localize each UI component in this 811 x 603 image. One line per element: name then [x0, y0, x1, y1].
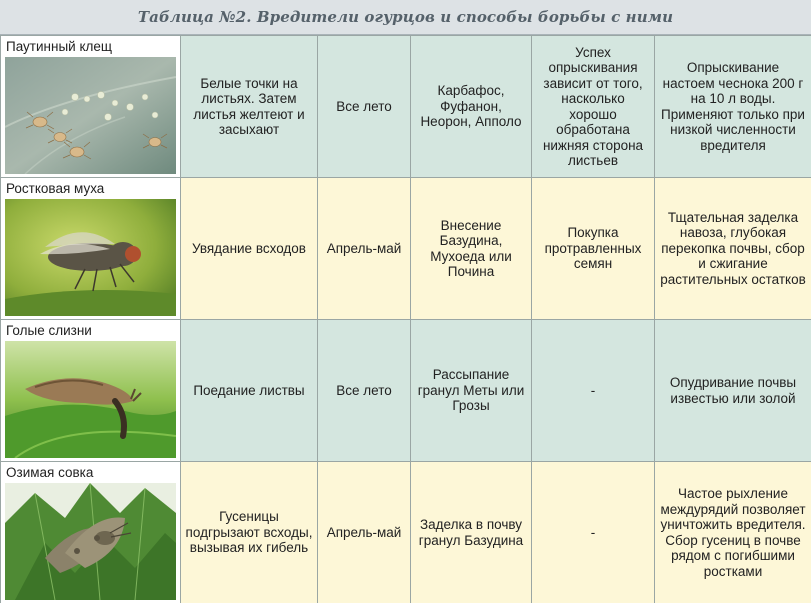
- table-row: [1, 178, 811, 320]
- pest-cell: [1, 178, 181, 320]
- pests-table: [0, 35, 811, 603]
- table-title-bar: [0, 0, 811, 35]
- damage-cell: Гусеницы подгрызают всходы, вызывая их гибель: [181, 462, 318, 603]
- table-row: [1, 320, 811, 462]
- chemicals-cell: Карбафос, Фуфанон, Неорон, Апполо: [411, 36, 532, 178]
- table-row: [1, 36, 811, 178]
- slug-photo: [5, 341, 176, 458]
- chemicals-cell: Заделка в почву гранул Базудина: [411, 462, 532, 603]
- pest-cell: [1, 462, 181, 603]
- prevention-cell: Успех опрыскивания зависит от того, насколько хорошо обработана нижняя сторона листьев: [532, 36, 655, 178]
- pest-cell: [1, 320, 181, 462]
- pest-name: Озимая совка: [6, 465, 94, 480]
- folk-remedy-cell: Опрыскивание настоем чеснока 200 г на 10 л воды. Применяют только при низкой численности вредителя: [655, 36, 811, 178]
- table-row: [1, 462, 811, 603]
- folk-remedy-cell: Тщательная заделка навоза, глубокая перекопка почвы, сбор и сжигание растительных остатков: [655, 178, 811, 320]
- pest-name: Паутинный клещ: [6, 39, 112, 54]
- prevention-cell: -: [532, 462, 655, 603]
- seedcorn-fly-photo: [5, 199, 176, 316]
- prevention-cell: -: [532, 320, 655, 462]
- period-cell: Все лето: [318, 36, 411, 178]
- spider-mite-photo: [5, 57, 176, 174]
- chemicals-cell: Рассыпание гранул Меты или Грозы: [411, 320, 532, 462]
- prevention-cell: Покупка протравленных семян: [532, 178, 655, 320]
- chemicals-cell: Внесение Базудина, Мухоеда или Почина: [411, 178, 532, 320]
- pest-name: Ростковая муха: [6, 181, 105, 196]
- pest-name: Голые слизни: [6, 323, 92, 338]
- folk-remedy-cell: Опудривание почвы известью или золой: [655, 320, 811, 462]
- pest-cell: [1, 36, 181, 178]
- damage-cell: Увядание всходов: [181, 178, 318, 320]
- cutworm-moth-photo: [5, 483, 176, 600]
- table-title: Таблица №2. Вредители огурцов и способы борьбы с ними: [137, 8, 674, 26]
- folk-remedy-cell: Частое рыхление междурядий позволяет уничтожить вредителя. Сбор гусениц в почве рядом с погибшими ростками: [655, 462, 811, 603]
- damage-cell: Поедание листвы: [181, 320, 318, 462]
- period-cell: Апрель-май: [318, 178, 411, 320]
- period-cell: Все лето: [318, 320, 411, 462]
- period-cell: Апрель-май: [318, 462, 411, 603]
- damage-cell: Белые точки на листьях. Затем листья желтеют и засыхают: [181, 36, 318, 178]
